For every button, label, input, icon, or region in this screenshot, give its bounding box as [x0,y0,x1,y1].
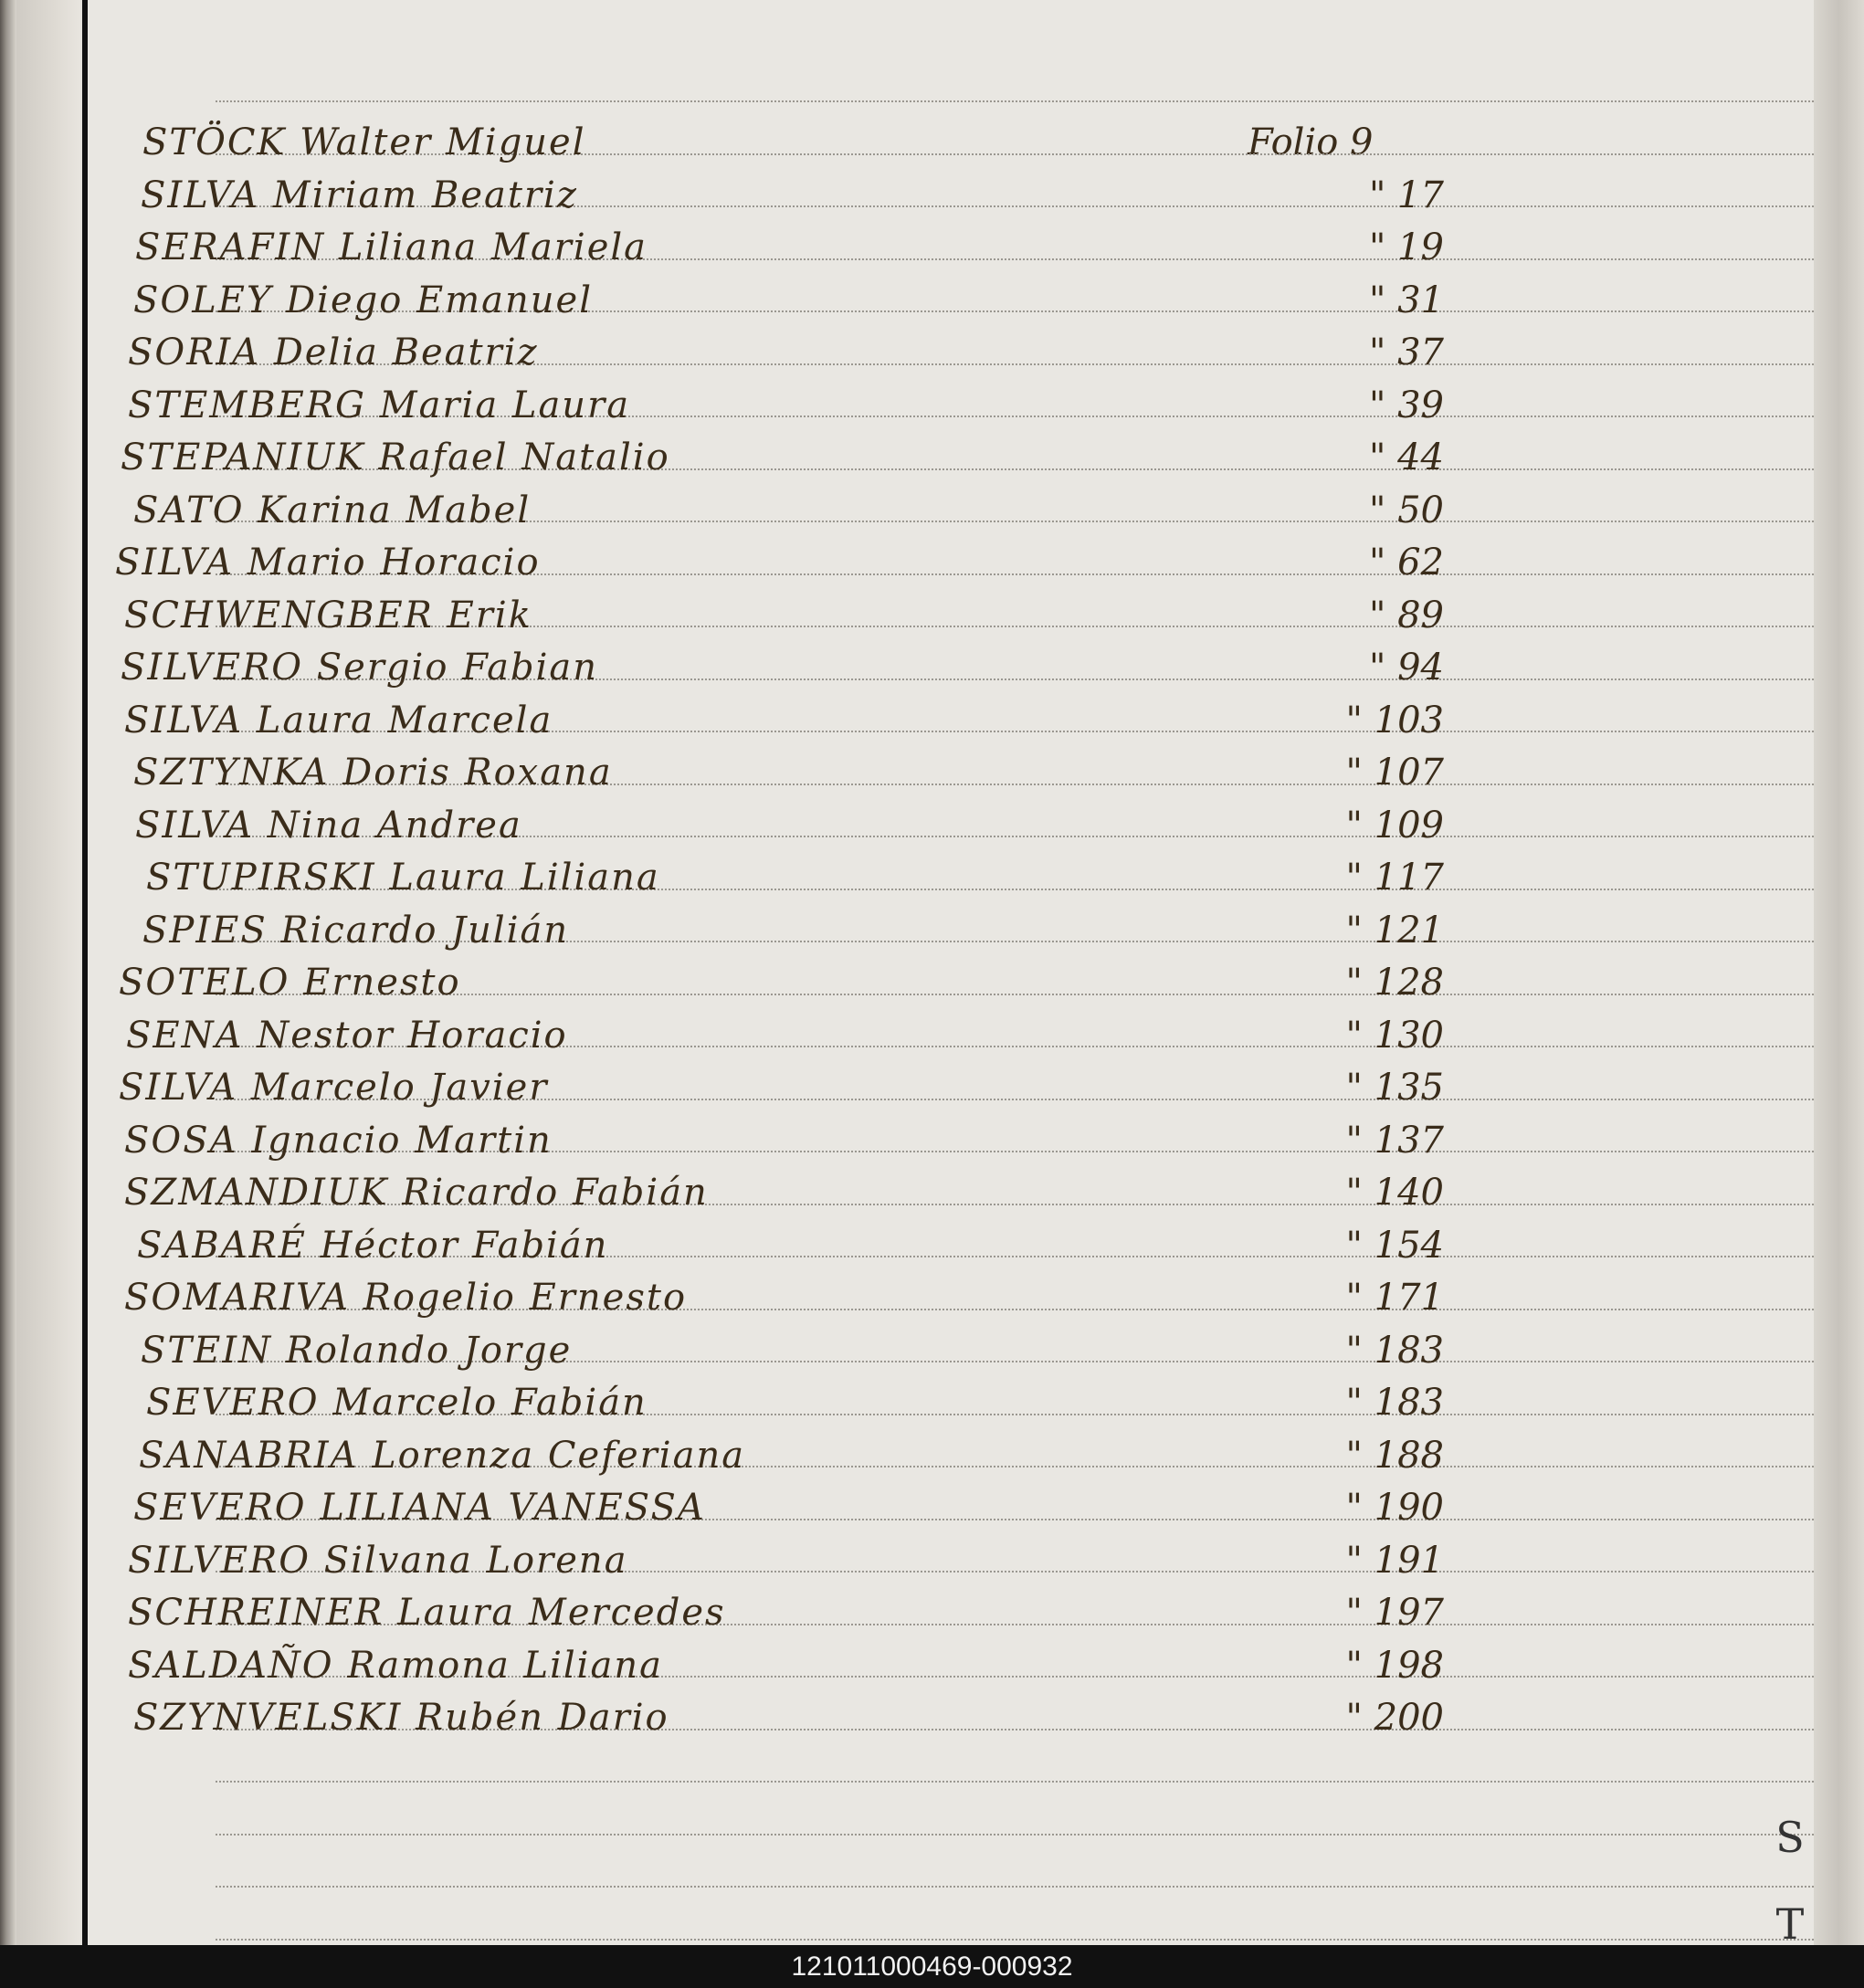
entry-folio: " 183 [1345,1329,1444,1372]
entry-folio: " 94 [1368,647,1444,689]
entry-folio: " 135 [1345,1067,1444,1109]
entry-name: SEVERO Marcelo Fabián [146,1382,648,1424]
ruled-line [216,1781,1814,1783]
entry-folio: " 183 [1345,1382,1444,1424]
list-item [88,1325,1814,1378]
ruled-line [216,100,1814,102]
folio-first-number: 9 [1350,121,1374,163]
entry-name: SOTELO Ernesto [119,962,461,1004]
entry-name: SZTYNKA Doris Roxana [133,752,613,794]
list-item [88,1167,1814,1220]
entry-folio: " 137 [1345,1119,1444,1162]
entry-folio: " 39 [1368,384,1444,426]
list-item [88,1587,1814,1640]
entry-folio: " 130 [1345,1014,1444,1057]
entry-folio: " 107 [1345,752,1444,794]
entry-folio: " 200 [1345,1697,1444,1739]
entry-name: SZMANDIUK Ricardo Fabián [124,1172,709,1214]
list-item [88,1535,1814,1588]
list-item [88,1010,1814,1063]
entry-name: SCHREINER Laura Mercedes [128,1592,726,1634]
entry-name: SABARÉ Héctor Fabián [137,1224,609,1267]
list-item [88,432,1814,485]
entry-name: SOMARIVA Rogelio Ernesto [124,1277,688,1319]
list-item [88,1640,1814,1693]
entry-name: SILVA Nina Andrea [135,804,522,847]
entry-folio: " 188 [1345,1434,1444,1477]
list-item [88,170,1814,223]
entry-folio: " 44 [1368,437,1444,479]
folio-label: Folio [1248,121,1339,163]
list-item [88,1062,1814,1115]
list-item [88,852,1814,905]
list-item [88,537,1814,590]
ruled-line [216,1886,1814,1888]
list-item [88,1430,1814,1483]
list-item [88,275,1814,328]
entry-folio: " 198 [1345,1644,1444,1687]
index-tab-s[interactable]: S [1775,1813,1805,1862]
entry-name: SEVERO LILIANA VANESSA [133,1487,706,1529]
entry-folio: " 197 [1345,1592,1444,1634]
entry-name: SANABRIA Lorenza Ceferiana [139,1434,746,1477]
list-item [88,1482,1814,1535]
entry-name: SERAFIN Liliana Mariela [135,226,648,268]
entry-folio: " 31 [1368,279,1444,321]
entry-folio: " 103 [1345,699,1444,742]
ledger-page [88,0,1814,1945]
entry-name: SILVA Laura Marcela [124,699,553,742]
list-item [88,800,1814,853]
list-item [88,380,1814,433]
entry-folio: " 117 [1345,857,1444,899]
entry-name: SATO Karina Mabel [133,489,532,531]
list-item [88,905,1814,958]
page-stack-edge [1775,0,1864,1945]
list-item [88,485,1814,538]
ruled-line [216,1939,1814,1941]
list-item [88,117,1814,170]
entry-name: SILVERO Sergio Fabian [121,647,599,689]
entry-folio: " 37 [1368,331,1444,373]
ruled-line [216,1834,1814,1835]
entry-folio: " 62 [1368,542,1444,584]
entry-name: STEMBERG Maria Laura [128,384,631,426]
entry-name: SOSA Ignacio Martin [124,1119,553,1162]
entry-folio: " 128 [1345,962,1444,1004]
entry-name: SILVA Marcelo Javier [119,1067,549,1109]
list-item [88,1692,1814,1745]
list-item [88,1115,1814,1168]
entry-folio: " 89 [1368,594,1444,636]
entry-folio: " 109 [1345,804,1444,847]
entry-name: SILVA Miriam Beatriz [141,174,578,216]
entry-name: STUPIRSKI Laura Liliana [146,857,660,899]
entry-name: SZYNVELSKI Rubén Dario [133,1697,669,1739]
entry-name: SPIES Ricardo Julián [142,909,570,952]
entry-name: SENA Nestor Horacio [126,1014,568,1057]
list-item [88,1377,1814,1430]
entry-name: STEIN Rolando Jorge [141,1329,573,1372]
book-spine-edge [0,0,16,1945]
list-item [88,957,1814,1010]
entry-name: SOLEY Diego Emanuel [133,279,593,321]
list-item [88,747,1814,800]
entry-folio: " 154 [1345,1224,1444,1267]
entry-name: SILVERO Silvana Lorena [128,1539,628,1582]
index-tab-t[interactable]: T [1775,1899,1805,1945]
entry-folio: " 50 [1368,489,1444,531]
entry-folio: " 17 [1368,174,1444,216]
binding-strip [16,0,80,1945]
entry-name: SALDAÑO Ramona Liliana [128,1644,663,1687]
entry-folio: " 171 [1345,1277,1444,1319]
entry-folio: " 190 [1345,1487,1444,1529]
list-item [88,695,1814,748]
entry-folio: " 121 [1345,909,1444,952]
entry-folio: " 19 [1368,226,1444,268]
list-item [88,1272,1814,1325]
entry-name: SORIA Delia Beatriz [128,331,539,373]
list-item [88,590,1814,643]
entry-name: STÖCK Walter Miguel [142,121,586,163]
list-item [88,222,1814,275]
scan-id-footer: 121011000469-000932 [0,1945,1864,1988]
list-item [88,327,1814,380]
entry-name: STEPANIUK Rafael Natalio [121,437,670,479]
list-item [88,642,1814,695]
entry-name: SILVA Mario Horacio [115,542,541,584]
entry-folio: " 140 [1345,1172,1444,1214]
entry-name: SCHWENGBER Erik [124,594,532,636]
list-item [88,1220,1814,1273]
entry-folio: " 191 [1345,1539,1444,1582]
